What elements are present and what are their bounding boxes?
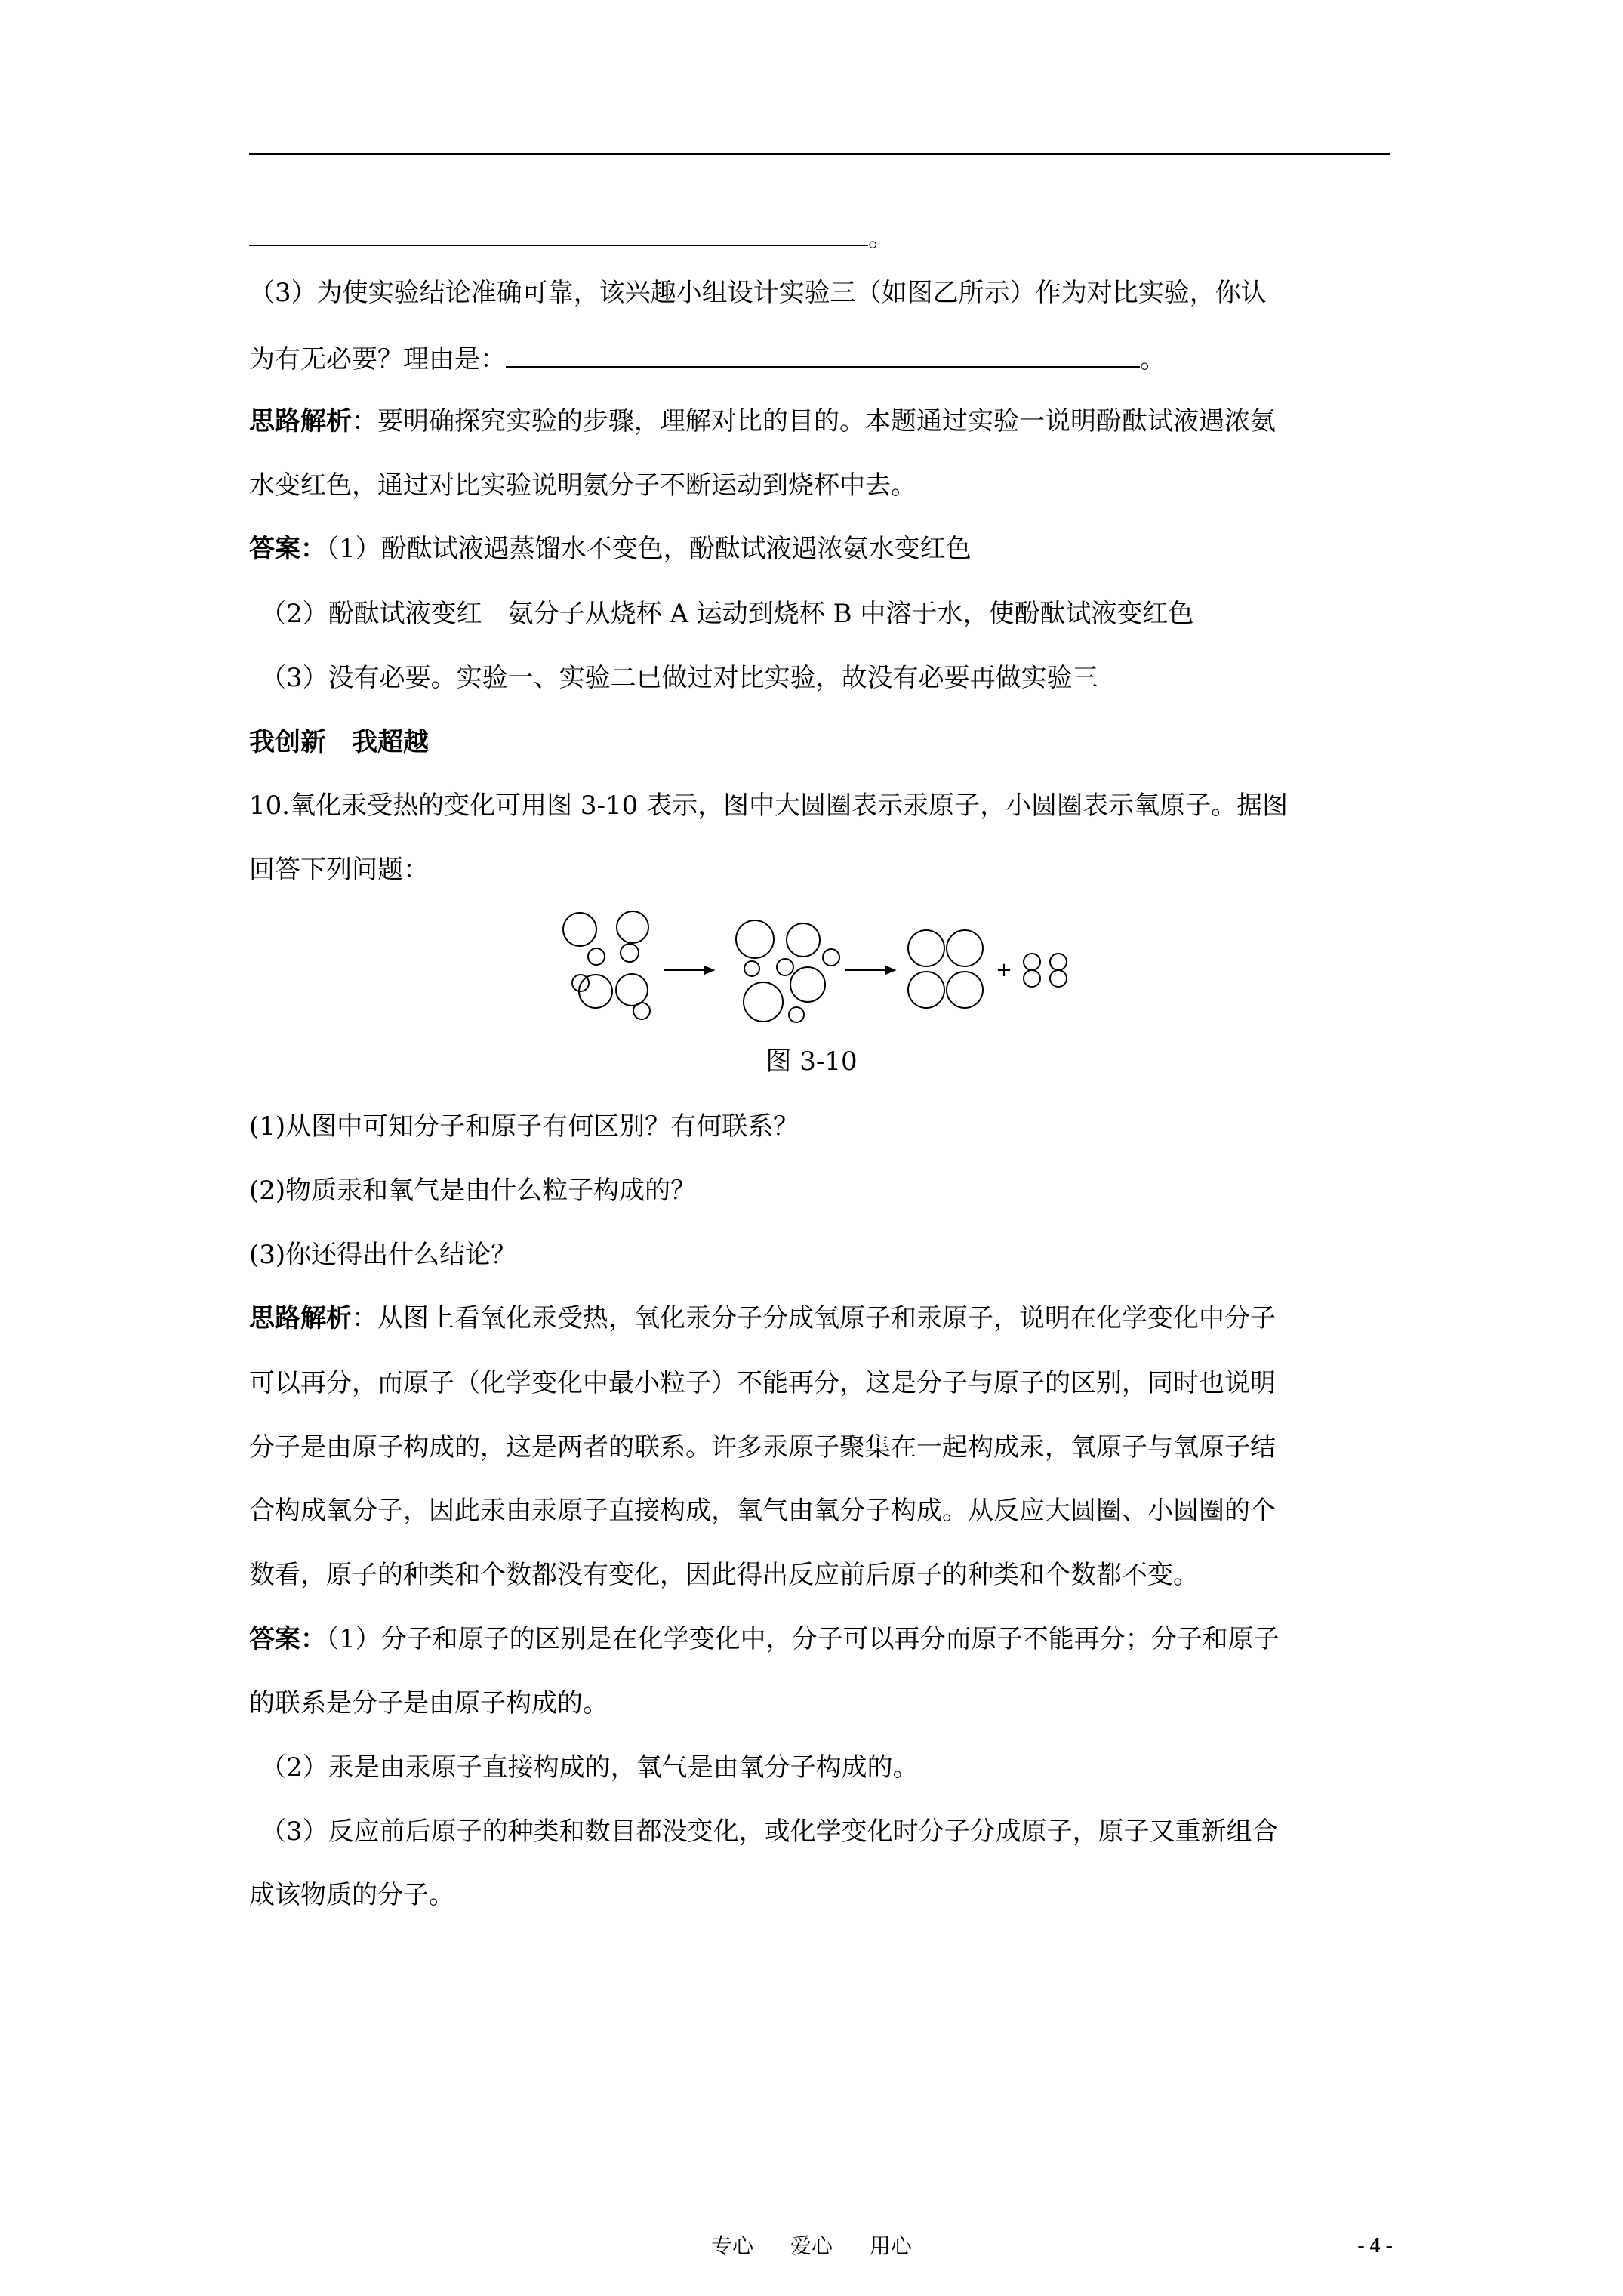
oxygen-molecules (1024, 954, 1067, 987)
answer-1-line-1: 答案：（1）酚酞试液遇蒸馏水不变色，酚酞试液遇浓氨水变红色 (249, 534, 972, 564)
oxygen-atom (777, 959, 793, 975)
mercury-product (908, 930, 983, 1008)
page-number: - 4 - (1357, 2234, 1393, 2257)
analysis-2-line-1: 思路解析：从图上看氧化汞受热，氧化汞分子分成氧原子和汞原子，说明在化学变化中分子 (249, 1303, 1276, 1333)
answer-2-item-3-cont: 成该物质的分子。 (249, 1880, 454, 1910)
mercury-atom (736, 920, 774, 958)
footer-motto: 专心 爱心 用心 (711, 2233, 912, 2258)
plus-sign: + (996, 959, 1012, 982)
reactant-molecules (563, 911, 650, 1019)
analysis-2-line-2: 可以再分，而原子（化学变化中最小粒子）不能再分，这是分子与原子的区别，同时也说明 (249, 1368, 1276, 1398)
sub-question-2: (2)物质汞和氧气是由什么粒子构成的？ (249, 1176, 697, 1206)
header-rule (249, 153, 1390, 155)
analysis-2-line-5: 数看，原子的种类和个数都没有变化，因此得出反应前后原子的种类和个数都不变。 (249, 1560, 1199, 1590)
answer-2-item-3: （3）反应前后原子的种类和数目都没变化，或化学变化时分子分成原子，原子又重新组合 (260, 1817, 1278, 1847)
reason-blank (506, 339, 1140, 368)
oxygen-atom (633, 1003, 650, 1019)
question-10-line-1: 10.氧化汞受热的变化可用图 3-10 表示，图中大圆圈表示汞原子，小圆圈表示氧原子。据图 (249, 791, 1289, 821)
analysis-2-line-4: 合构成氧分子，因此汞由汞原子直接构成，氧气由氧分子构成。从反应大圆圈、小圆圈的个 (249, 1496, 1276, 1526)
separated-atoms (736, 920, 839, 1022)
oxygen-atom (1024, 954, 1040, 970)
sub-question-3: (3)你还得出什么结论？ (249, 1240, 517, 1270)
mercury-atom (616, 974, 648, 1006)
oxygen-atom (823, 949, 839, 966)
oxygen-atom (1024, 970, 1040, 987)
mercury-atom (744, 982, 783, 1022)
analysis-1-line-2: 水变红色，通过对比实验说明氨分子不断运动到烧杯中去。 (249, 470, 916, 501)
oxygen-atom (1050, 970, 1067, 987)
analysis-1-line-1: 思路解析：要明确探究实验的步骤，理解对比的目的。本题通过实验一说明酚酞试液遇浓氨 (249, 406, 1276, 436)
answer-1-line-3: （3）没有必要。实验一、实验二已做过对比实验，故没有必要再做实验三 (260, 663, 1098, 693)
mercury-atom (790, 967, 825, 1002)
oxygen-atom (744, 961, 759, 976)
mercury-atom (908, 972, 944, 1008)
question-3-text: （3）为使实验结论准确可靠，该兴趣小组设计实验三（如图乙所示）作为对比实验，你认 (249, 278, 1267, 308)
question-3-reason: 为有无必要？理由是： 。 (249, 339, 1166, 378)
analysis-2-line-3: 分子是由原子构成的，这是两者的联系。许多汞原子聚集在一起构成汞，氧原子与氧原子结 (249, 1432, 1276, 1462)
mercury-atom (787, 923, 820, 957)
arrow-2 (845, 966, 895, 974)
sub-question-1: (1)从图中可知分子和原子有何区别？有何联系？ (249, 1111, 799, 1142)
answer-2-item-2: （2）汞是由汞原子直接构成的，氧气是由氧分子构成的。 (260, 1752, 919, 1783)
oxygen-atom (621, 944, 639, 962)
mercury-atom (908, 930, 944, 966)
section-heading: 我创新 我超越 (249, 727, 429, 757)
fill-blank (249, 217, 868, 246)
answer-blank-line: 。 (249, 217, 894, 256)
question-10-line-2: 回答下列问题： (249, 855, 429, 885)
answer-2-line-2: 的联系是分子是由原子构成的。 (249, 1688, 608, 1718)
mercury-oxide-diagram (555, 902, 1083, 1023)
figure-caption: 图 3-10 (765, 1046, 858, 1077)
oxygen-atom (588, 948, 605, 965)
mercury-atom (947, 972, 983, 1008)
answer-1-line-2: （2）酚酞试液变红 氨分子从烧杯 A 运动到烧杯 B 中溶于水，使酚酞试液变红色 (260, 599, 1194, 629)
arrow-1 (664, 966, 713, 974)
mercury-atom (563, 913, 596, 946)
oxygen-atom (1050, 954, 1067, 970)
mercury-atom (947, 930, 983, 966)
answer-2-line-1: 答案：（1）分子和原子的区别是在化学变化中，分子可以再分而原子不能再分；分子和原子 (249, 1624, 1280, 1654)
mercury-atom (617, 911, 648, 943)
oxygen-atom (789, 1007, 804, 1022)
